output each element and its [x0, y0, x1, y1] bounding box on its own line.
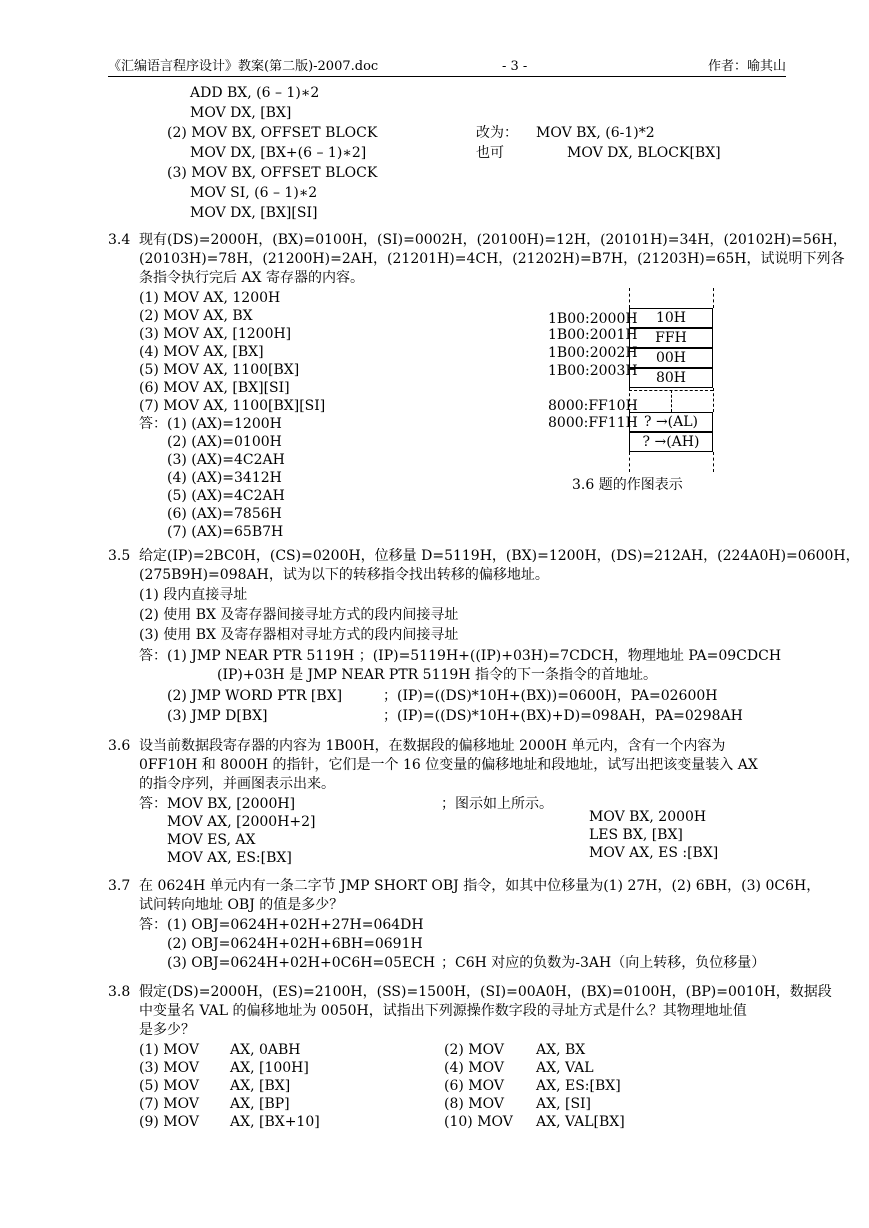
- code-line: MOV DX, [BX+(6 – 1)∗2]: [190, 145, 367, 161]
- code-line: MOV DX, BLOCK[BX]: [567, 145, 721, 161]
- list-item: (6) MOV AX, [BX][SI]: [139, 380, 290, 396]
- code-line: (2) MOV BX, OFFSET BLOCK: [167, 125, 378, 141]
- diagram-dashed-edge: [713, 452, 714, 472]
- code-note: 改为：: [476, 125, 518, 141]
- list-item-operand: AX, [BX]: [230, 1078, 291, 1094]
- list-item: (4) MOV AX, [BX]: [139, 344, 264, 360]
- diagram-dashed-edge: [713, 388, 714, 412]
- code-line: MOV DX, [BX][SI]: [190, 205, 318, 221]
- list-item-op: (5) MOV: [139, 1078, 199, 1094]
- list-item-operand: AX, BX: [536, 1042, 586, 1058]
- list-item: (7) MOV AX, 1100[BX][SI]: [139, 398, 326, 414]
- diagram-dashed-edge: [713, 288, 714, 308]
- code-line: ADD BX, (6 – 1)∗2: [190, 85, 320, 101]
- list-item: (5) MOV AX, 1100[BX]: [139, 362, 300, 378]
- question-number: 3.7: [108, 878, 131, 894]
- list-item-operand: AX, VAL[BX]: [536, 1114, 625, 1130]
- answer-line: (4) (AX)=3412H: [167, 470, 282, 486]
- question-number: 3.6: [108, 738, 131, 754]
- answer-line: (5) (AX)=4C2AH: [167, 488, 285, 504]
- diagram-caption: 3.6 题的作图表示: [572, 477, 683, 493]
- list-item-op: (7) MOV: [139, 1096, 199, 1112]
- diagram-dashed-edge: [629, 288, 630, 308]
- list-item-op: (8) MOV: [444, 1096, 504, 1112]
- answer-line: 答：(1) OBJ=0624H+02H+27H=064DH: [139, 917, 424, 933]
- memory-address: 8000:FF10H: [548, 398, 638, 414]
- question-text: 假定(DS)=2000H，(ES)=2100H，(SS)=1500H，(SI)=00A0H，(BX)=0100H，(BP)=0010H，数据段: [139, 984, 832, 1000]
- answer-alt-line: MOV BX, 2000H: [589, 809, 707, 825]
- answer-comment: ；(IP)=((DS)*10H+(BX)+D)=098AH，PA=0298AH: [383, 708, 743, 724]
- list-item-operand: AX, 0ABH: [230, 1042, 301, 1058]
- question-text: 是多少？: [139, 1022, 195, 1038]
- header-rule: [108, 76, 786, 77]
- code-line: MOV BX, (6-1)*2: [536, 125, 655, 141]
- diagram-dashed-edge: [629, 452, 630, 472]
- list-item: (1) 段内直接寻址: [139, 587, 248, 603]
- list-item-operand: AX, [BP]: [230, 1096, 290, 1112]
- memory-address: 1B00:2000H: [548, 311, 638, 327]
- list-item-op: (9) MOV: [139, 1114, 199, 1130]
- answer-line: (2) (AX)=0100H: [167, 434, 282, 450]
- memory-cell: ? →(AH): [629, 432, 713, 452]
- list-item-op: (6) MOV: [444, 1078, 504, 1094]
- doc-header-title: 《汇编语言程序设计》教案(第二版)-2007.doc: [108, 59, 379, 74]
- code-line: (3) MOV BX, OFFSET BLOCK: [167, 165, 378, 181]
- code-note: 也可: [476, 145, 504, 161]
- list-item-operand: AX, VAL: [536, 1060, 594, 1076]
- question-number: 3.5: [108, 548, 131, 564]
- answer-line: MOV ES, AX: [167, 832, 256, 848]
- answer-line: (6) (AX)=7856H: [167, 506, 282, 522]
- list-item-operand: AX, [BX+10]: [230, 1114, 320, 1130]
- answer-label: 答：: [139, 416, 167, 432]
- question-text: 在 0624H 单元内有一条二字节 JMP SHORT OBJ 指令，如其中位移量为(1) 27H，(2) 6BH，(3) 0C6H，: [139, 878, 821, 894]
- memory-address: 1B00:2001H: [548, 327, 638, 343]
- doc-header-author: 作者：喻其山: [707, 59, 786, 74]
- question-text: 给定(IP)=2BC0H，(CS)=0200H，位移量 D=5119H，(BX)=1200H，(DS)=212AH，(224A0H)=0600H，: [139, 548, 860, 564]
- answer-comment: ；图示如上所示。: [441, 796, 553, 812]
- question-text: 现有(DS)=2000H，(BX)=0100H，(SI)=0002H，(20100H)=12H，(20101H)=34H，(20102H)=56H，: [139, 232, 847, 248]
- list-item-operand: AX, [100H]: [230, 1060, 309, 1076]
- answer-line: MOV AX, ES:[BX]: [167, 850, 292, 866]
- list-item: (1) MOV AX, 1200H: [139, 290, 281, 306]
- question-text: (20103H)=78H，(21200H)=2AH，(21201H)=4CH，(21202H)=B7H，(21203H)=65H，试说明下列各: [139, 251, 845, 267]
- list-item-op: (4) MOV: [444, 1060, 504, 1076]
- memory-cell: 80H: [629, 368, 713, 388]
- answer-line: (IP)+03H 是 JMP NEAR PTR 5119H 指令的下一条指令的首地址。: [217, 667, 657, 683]
- answer-line: 答：MOV BX, [2000H]: [139, 796, 296, 812]
- memory-cell: FFH: [629, 328, 713, 348]
- diagram-dashed-edge: [671, 390, 672, 412]
- list-item-operand: AX, [SI]: [536, 1096, 592, 1112]
- memory-cell: ? →(AL): [629, 412, 713, 432]
- answer-line: (1) (AX)=1200H: [167, 416, 282, 432]
- code-line: MOV SI, (6 – 1)∗2: [190, 185, 318, 201]
- memory-address: 1B00:2002H: [548, 345, 638, 361]
- answer-line: MOV AX, [2000H+2]: [167, 814, 316, 830]
- question-text: 设当前数据段寄存器的内容为 1B00H，在数据段的偏移地址 2000H 单元内，含有一个内容为: [139, 738, 726, 754]
- list-item: (3) 使用 BX 及寄存器相对寻址方式的段内间接寻址: [139, 627, 459, 643]
- list-item-op: (3) MOV: [139, 1060, 199, 1076]
- answer-line: (3) (AX)=4C2AH: [167, 452, 285, 468]
- memory-address: 8000:FF11H: [548, 415, 638, 431]
- answer-line: 答：(1) JMP NEAR PTR 5119H ；(IP)=5119H+((IP)+03H)=7CDCH，物理地址 PA=09CDCH: [139, 648, 782, 664]
- list-item: (2) 使用 BX 及寄存器间接寻址方式的段内间接寻址: [139, 607, 459, 623]
- list-item-op: (1) MOV: [139, 1042, 199, 1058]
- answer-line: (3) OBJ=0624H+02H+0C6H=05ECH: [167, 955, 436, 971]
- list-item-op: (10) MOV: [444, 1114, 513, 1130]
- page-number: - 3 -: [502, 59, 528, 74]
- memory-address: 1B00:2003H: [548, 363, 638, 379]
- question-text: 的指令序列，并画图表示出来。: [139, 776, 335, 792]
- list-item-operand: AX, ES:[BX]: [536, 1078, 621, 1094]
- question-text: 0FF10H 和 8000H 的指针，它们是一个 16 位变量的偏移地址和段地址，试写出把该变量装入 AX: [139, 757, 758, 773]
- question-text: 试问转向地址 OBJ 的值是多少？: [139, 897, 344, 913]
- memory-cell: 10H: [629, 308, 713, 328]
- answer-alt-line: MOV AX, ES :[BX]: [589, 845, 719, 861]
- answer-comment: ；(IP)=((DS)*10H+(BX))=0600H，PA=02600H: [383, 688, 718, 704]
- answer-alt-line: LES BX, [BX]: [589, 827, 683, 843]
- question-text: 条指令执行完后 AX 寄存器的内容。: [139, 270, 364, 286]
- answer-line: (2) OBJ=0624H+02H+6BH=0691H: [167, 936, 423, 952]
- answer-line: (2) JMP WORD PTR [BX]: [167, 688, 343, 704]
- memory-cell: 00H: [629, 348, 713, 368]
- question-number: 3.4: [108, 232, 131, 248]
- list-item: (2) MOV AX, BX: [139, 308, 253, 324]
- code-line: MOV DX, [BX]: [190, 105, 292, 121]
- answer-line: (3) JMP D[BX]: [167, 708, 268, 724]
- list-item-op: (2) MOV: [444, 1042, 504, 1058]
- question-text: (275B9H)=098AH，试为以下的转移指令找出转移的偏移地址。: [139, 567, 549, 583]
- question-text: 中变量名 VAL 的偏移地址为 0050H，试指出下列源操作数字段的寻址方式是什么？其物理地址值: [139, 1003, 747, 1019]
- question-number: 3.8: [108, 984, 131, 1000]
- list-item: (3) MOV AX, [1200H]: [139, 326, 292, 342]
- answer-line: (7) (AX)=65B7H: [167, 524, 284, 540]
- answer-comment: ；C6H 对应的负数为-3AH（向上转移，负位移量）: [441, 955, 766, 971]
